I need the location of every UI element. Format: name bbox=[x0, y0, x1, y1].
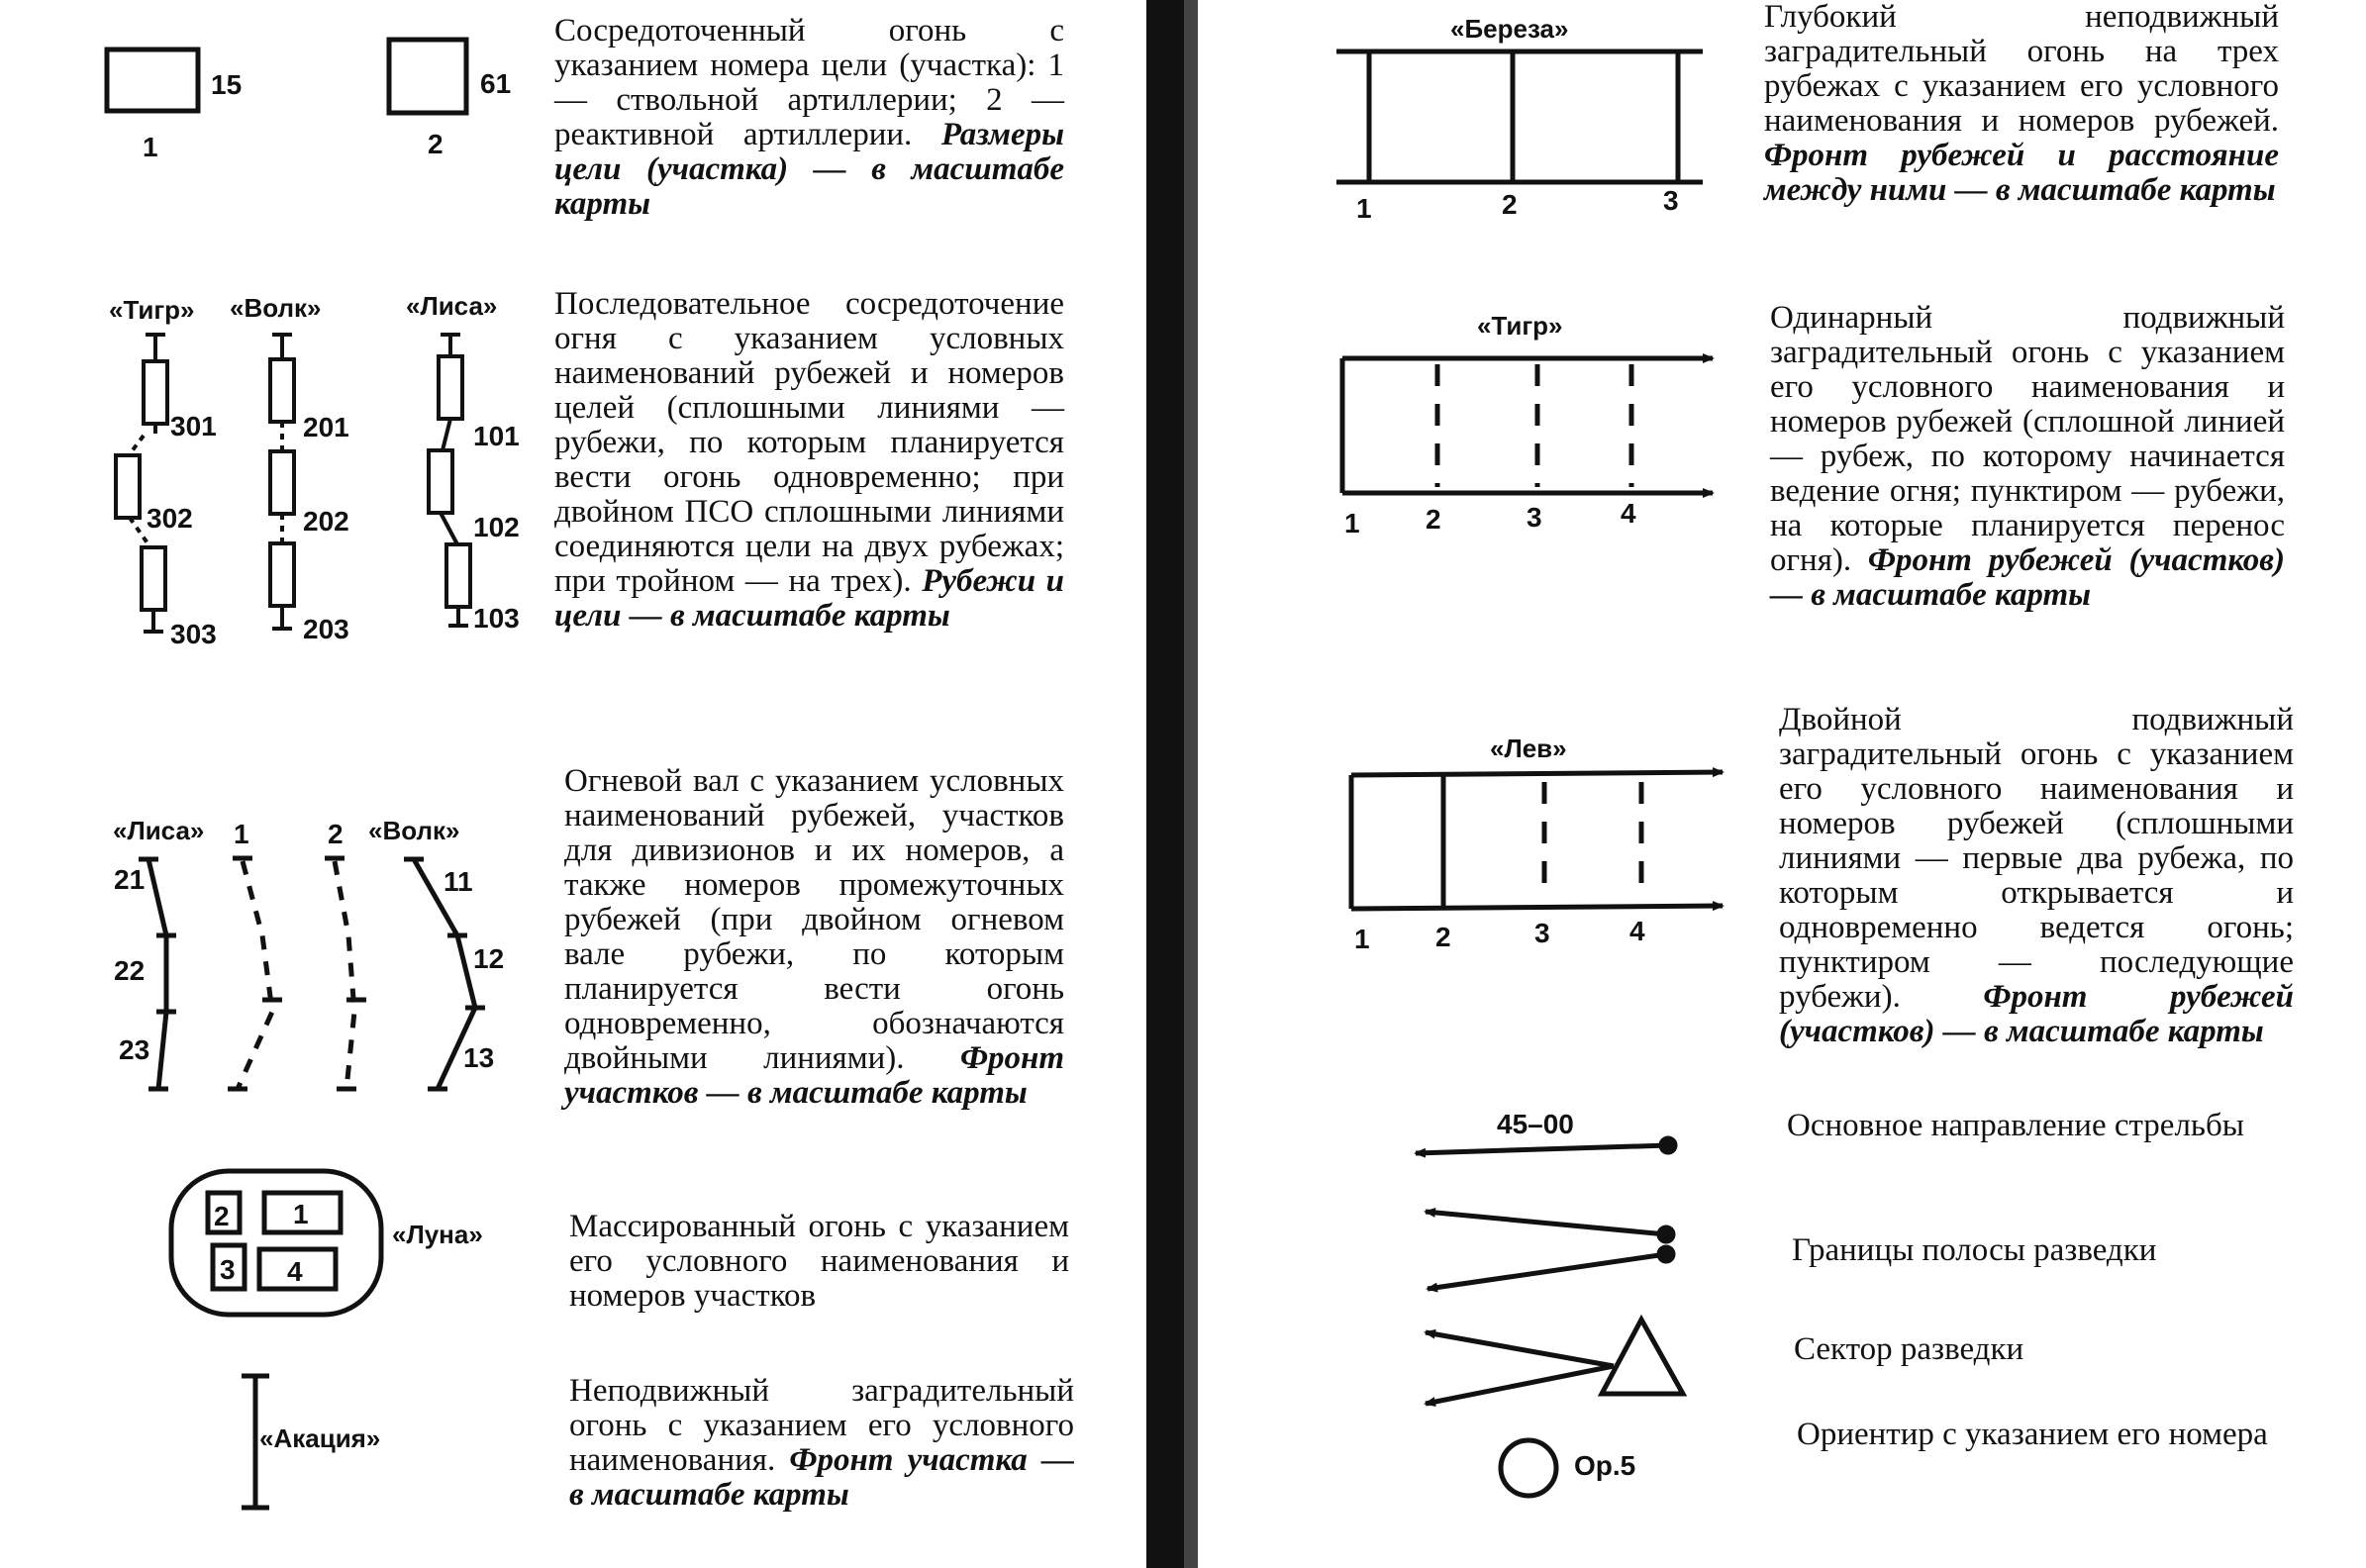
label-61: 61 bbox=[480, 68, 512, 99]
label-2: 2 bbox=[428, 129, 444, 159]
label-303: 303 bbox=[170, 619, 217, 649]
label-203: 203 bbox=[303, 614, 349, 644]
recon-strip-text: Границы полосы разведки bbox=[1792, 1232, 2157, 1268]
barrage-label-23: 23 bbox=[119, 1034, 150, 1065]
double-moving-italic: Фронт рубежей (участков) — в масштабе карты bbox=[1779, 979, 2294, 1049]
tigr-n3: 3 bbox=[1527, 502, 1542, 533]
name-bereza: «Береза» bbox=[1450, 14, 1569, 44]
double-moving-barrier-symbol bbox=[1351, 772, 1723, 909]
deep-fixed-barrier-symbol bbox=[1336, 51, 1703, 182]
barrage-name-lisa: «Лиса» bbox=[113, 816, 205, 845]
barrage-sector-1: 1 bbox=[234, 819, 249, 849]
tigr-n1: 1 bbox=[1344, 508, 1360, 539]
double-moving-text: Двойной подвижный заградительный огонь с указанием его условного наименования и номеров рубежей (сплошными линиями — первые два рубежа, по которым открывается и одновременно ведется огонь; пунктиром — последующие рубежи). bbox=[1779, 702, 2294, 1015]
fixed-barrier-italic: Фронт участка — в масштабе карты bbox=[569, 1442, 1074, 1513]
main-direction-desc bbox=[1787, 1109, 2302, 1143]
single-moving-barrier-symbol bbox=[1342, 358, 1713, 493]
name-lisa: «Лиса» bbox=[406, 291, 498, 321]
label-101: 101 bbox=[473, 421, 520, 451]
azimuth-45-00: 45–00 bbox=[1497, 1109, 1574, 1139]
label-202: 202 bbox=[303, 506, 349, 537]
main-direction-symbol bbox=[1416, 1138, 1675, 1153]
recon-sector-desc bbox=[1794, 1332, 2309, 1367]
barrage-name-volk: «Волк» bbox=[368, 816, 460, 845]
lev-n2: 2 bbox=[1435, 922, 1451, 952]
concentrated-fire-text: Сосредоточенный огонь с указанием номера цели (участка): 1 — ствольной артиллерии; 2 — реактивной артиллерии. bbox=[554, 13, 1064, 152]
page-gutter bbox=[1146, 0, 1198, 1568]
massed-fire-symbol bbox=[171, 1171, 381, 1315]
name-lev: «Лев» bbox=[1490, 734, 1567, 763]
name-tigr-right: «Тигр» bbox=[1477, 311, 1563, 341]
sequential-fire-symbol bbox=[116, 335, 470, 632]
single-moving-desc bbox=[1770, 301, 2285, 613]
concentrated-fire-symbol bbox=[107, 40, 466, 113]
bereza-n3: 3 bbox=[1663, 185, 1679, 216]
massed-n2: 2 bbox=[214, 1201, 230, 1231]
target-square-rocket bbox=[389, 40, 466, 113]
recon-strip-desc bbox=[1792, 1233, 2307, 1268]
fire-barrage-italic: Фронт участков — в масштабе карты bbox=[564, 1040, 1065, 1111]
label-102: 102 bbox=[473, 512, 520, 542]
bereza-n1: 1 bbox=[1356, 193, 1372, 224]
main-direction-text: Основное направление стрельбы bbox=[1787, 1108, 2244, 1143]
tigr-n4: 4 bbox=[1621, 498, 1636, 529]
fixed-barrier-text: Неподвижный заградительный огонь с указанием его условного наименования. bbox=[569, 1373, 1074, 1478]
concentrated-fire-italic: Размеры цели (участка) — в масштабе карты bbox=[554, 117, 1064, 222]
barrage-label-21: 21 bbox=[114, 864, 146, 895]
label-201: 201 bbox=[303, 412, 349, 442]
sequential-fire-italic: Рубежи и цели — в масштабе карты bbox=[554, 563, 1064, 634]
massed-fire-desc bbox=[569, 1210, 1069, 1314]
landmark-label: Ор.5 bbox=[1574, 1450, 1636, 1481]
massed-n4: 4 bbox=[287, 1256, 303, 1287]
massed-name-luna: «Луна» bbox=[392, 1220, 483, 1249]
bereza-n2: 2 bbox=[1502, 189, 1518, 220]
barrage-label-12: 12 bbox=[473, 943, 505, 974]
label-15: 15 bbox=[211, 69, 243, 100]
recon-strip-symbol bbox=[1426, 1212, 1673, 1289]
lev-n4: 4 bbox=[1629, 916, 1645, 946]
concentrated-fire-desc bbox=[554, 14, 1064, 222]
barrage-label-11: 11 bbox=[444, 866, 473, 897]
massed-fire-text: Массированный огонь с указанием его условного наименования и номеров участков bbox=[569, 1209, 1069, 1314]
fixed-barrier-desc bbox=[569, 1374, 1074, 1513]
massed-n3: 3 bbox=[220, 1254, 236, 1285]
deep-fixed-italic: Фронт рубежей и расстояние между ними — в масштабе карты bbox=[1764, 138, 2279, 208]
recon-sector-symbol bbox=[1426, 1320, 1683, 1404]
barrage-label-13: 13 bbox=[463, 1042, 495, 1073]
barrage-label-22: 22 bbox=[114, 955, 146, 986]
sequential-fire-desc bbox=[554, 287, 1064, 634]
single-moving-text: Одинарный подвижный заградительный огонь с указанием его условного наименования и номеров рубежей (сплошной линией — рубеж, по которому начинается ведение огня; пунктиром — рубежи, на которые планируется перенос огня). bbox=[1770, 300, 2285, 578]
fire-barrage-symbol bbox=[139, 858, 485, 1089]
label-103: 103 bbox=[473, 603, 520, 634]
lev-n1: 1 bbox=[1354, 924, 1370, 954]
sequential-fire-text: Последовательное сосредоточение огня с указанием условных наименований рубежей и номеров целей (сплошными линиями — рубежи, по которым планируется вести огонь одновременно; при двойном ПСО сплошными линиями соединяются цели на двух рубежах; при тройном — на трех). bbox=[554, 286, 1064, 599]
double-moving-desc bbox=[1779, 703, 2294, 1049]
label-1: 1 bbox=[143, 132, 158, 162]
label-301: 301 bbox=[170, 411, 217, 441]
target-rectangle-barrel bbox=[107, 49, 198, 111]
landmark-circle bbox=[1501, 1440, 1556, 1496]
label-302: 302 bbox=[147, 503, 193, 534]
recon-sector-text: Сектор разведки bbox=[1794, 1331, 2024, 1367]
barrage-sector-2: 2 bbox=[328, 819, 344, 849]
tigr-n2: 2 bbox=[1426, 504, 1441, 535]
name-tigr: «Тигр» bbox=[109, 295, 195, 325]
single-moving-italic: Фронт рубежей (участков) — в масштабе карты bbox=[1770, 542, 2286, 613]
landmark-desc bbox=[1797, 1418, 2312, 1452]
landmark-text: Ориентир с указанием его номера bbox=[1797, 1417, 2268, 1452]
fire-barrage-text: Огневой вал с указанием условных наименований рубежей, участков для дивизионов и их номеров, а также номеров промежуточных рубежей (при двойном огневом вале рубежи, по которым планируется вести огонь одновременно, обозначаются двойными линиями). bbox=[564, 763, 1064, 1076]
massed-n1: 1 bbox=[293, 1199, 309, 1229]
lev-n3: 3 bbox=[1534, 918, 1550, 948]
name-akatsiya: «Акация» bbox=[259, 1423, 381, 1453]
fire-barrage-desc bbox=[564, 764, 1064, 1111]
deep-fixed-text: Глубокий неподвижный заградительный огонь на трех рубежах с указанием его условного наименования и номеров рубежей. bbox=[1764, 0, 2279, 139]
deep-fixed-desc bbox=[1764, 0, 2279, 208]
name-volk: «Волк» bbox=[230, 293, 322, 323]
